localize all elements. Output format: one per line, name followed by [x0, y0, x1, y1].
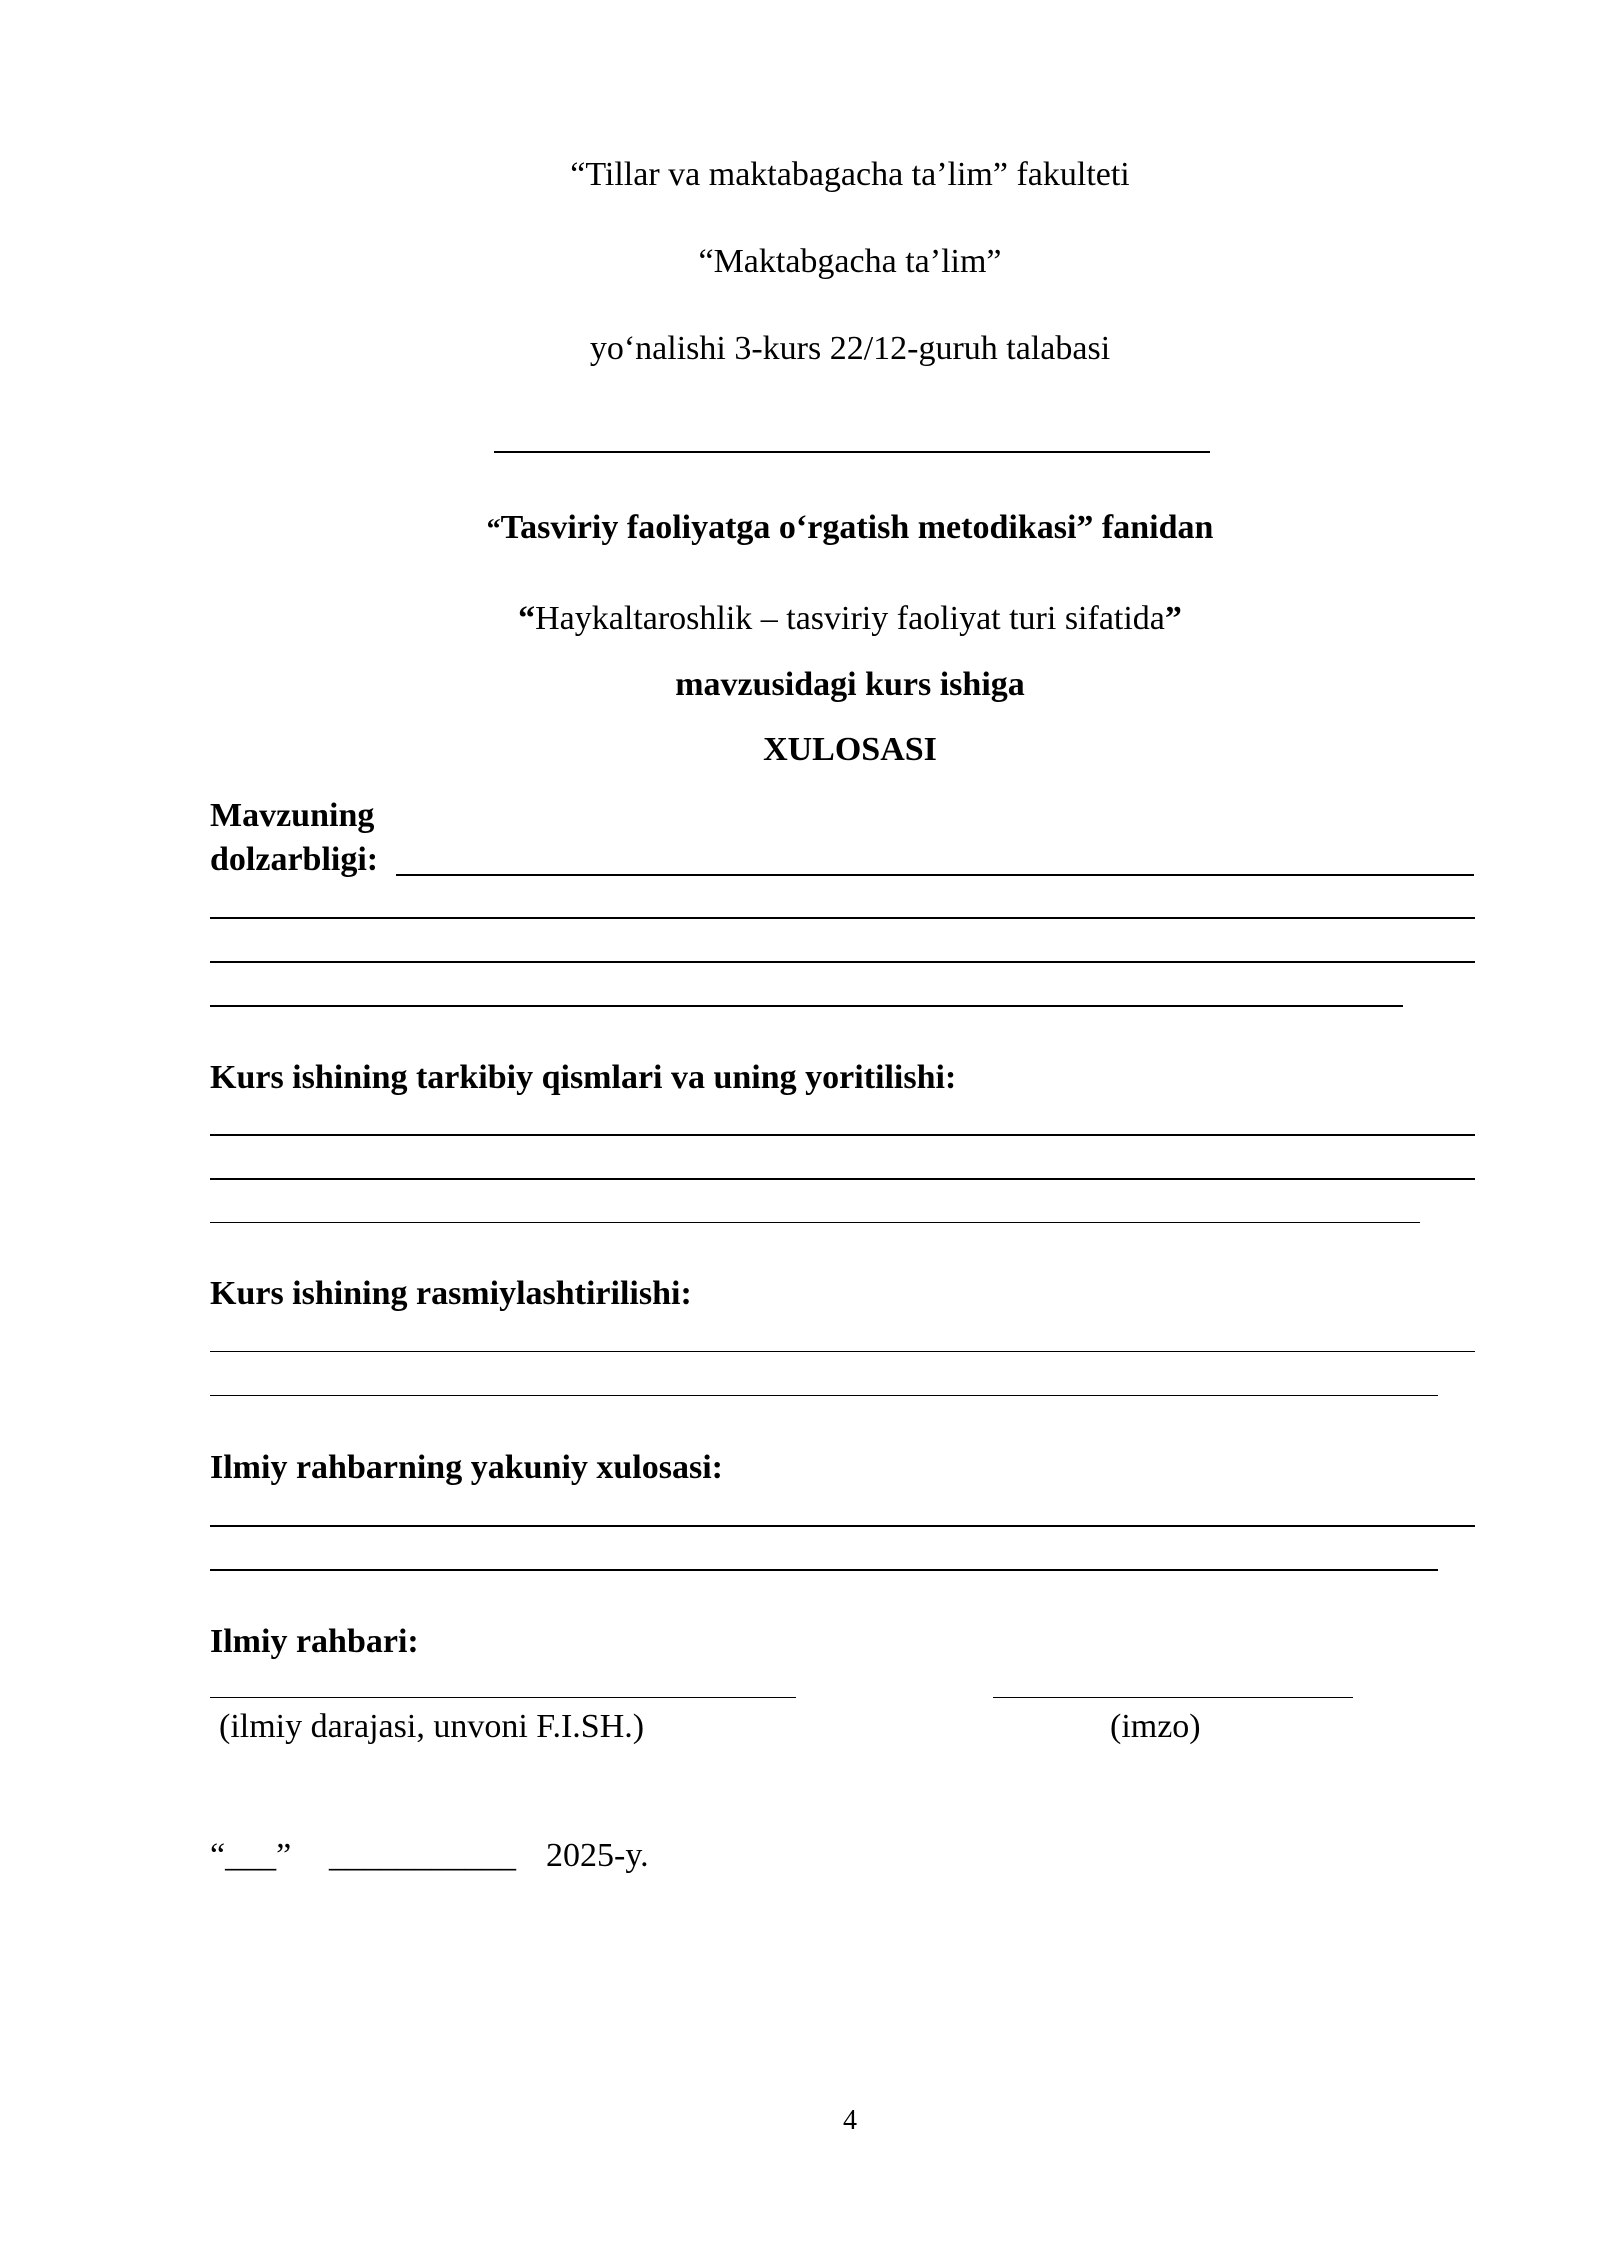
relevance-label-line-1: Mavzuning	[210, 797, 375, 834]
date-month: ___________	[329, 1837, 516, 1874]
structure-blank-3	[210, 1222, 1420, 1223]
credentials-blank	[210, 1697, 796, 1698]
structure-blank-2	[210, 1178, 1475, 1180]
structure-blank-1	[210, 1134, 1475, 1136]
relevance-blank-3	[210, 961, 1475, 963]
relevance-blank-2	[210, 917, 1475, 919]
topic-title-line	[0, 599, 1600, 639]
formatting-blank-2	[210, 1395, 1438, 1396]
relevance-blank-1	[396, 874, 1474, 876]
direction-name-line: “Maktabgacha ta’lim”	[698, 243, 1002, 280]
subject-line	[0, 508, 1600, 550]
subject-name: Tasviriy faoliyatga o‘rgatish metodikasi	[500, 509, 1077, 546]
date-day: “___”	[210, 1837, 292, 1874]
supervisor-label: Ilmiy rahbari:	[210, 1623, 419, 1660]
conclusion-label: Ilmiy rahbarning yakuniy xulosasi:	[210, 1449, 723, 1486]
topic-close-quote: ”	[1164, 600, 1182, 637]
conclusion-blank-2	[210, 1569, 1438, 1571]
credentials-caption: (ilmiy darajasi, unvoni F.I.SH.)	[219, 1708, 645, 1745]
faculty-line: “Tillar va maktabagacha ta’lim” fakulteti	[570, 156, 1130, 193]
subject-suffix: ” fanidan	[1076, 509, 1214, 546]
student-line: yo‘nalishi 3-kurs 22/12-guruh talabasi	[589, 330, 1111, 367]
topic-subtitle: mavzusidagi kurs ishiga	[675, 666, 1025, 703]
relevance-blank-4	[210, 1005, 1403, 1007]
formatting-blank-1	[210, 1351, 1475, 1352]
student-name-blank	[494, 451, 1210, 453]
date-year: 2025-y.	[546, 1837, 649, 1874]
page-number: 4	[843, 2105, 857, 2136]
signature-caption: (imzo)	[1110, 1708, 1201, 1745]
document-heading: XULOSASI	[763, 731, 937, 768]
topic-open-quote: “	[518, 600, 536, 637]
formatting-label: Kurs ishining rasmiylashtirilishi:	[210, 1275, 692, 1312]
topic-title: Haykaltaroshlik – tasviriy faoliyat turi sifatida	[535, 600, 1165, 637]
subject-open-quote: “	[486, 514, 501, 545]
structure-label: Kurs ishining tarkibiy qismlari va uning yoritilishi:	[210, 1059, 957, 1096]
signature-blank	[993, 1697, 1353, 1698]
relevance-label-line-2: dolzarbligi:	[210, 841, 379, 878]
conclusion-blank-1	[210, 1525, 1475, 1527]
